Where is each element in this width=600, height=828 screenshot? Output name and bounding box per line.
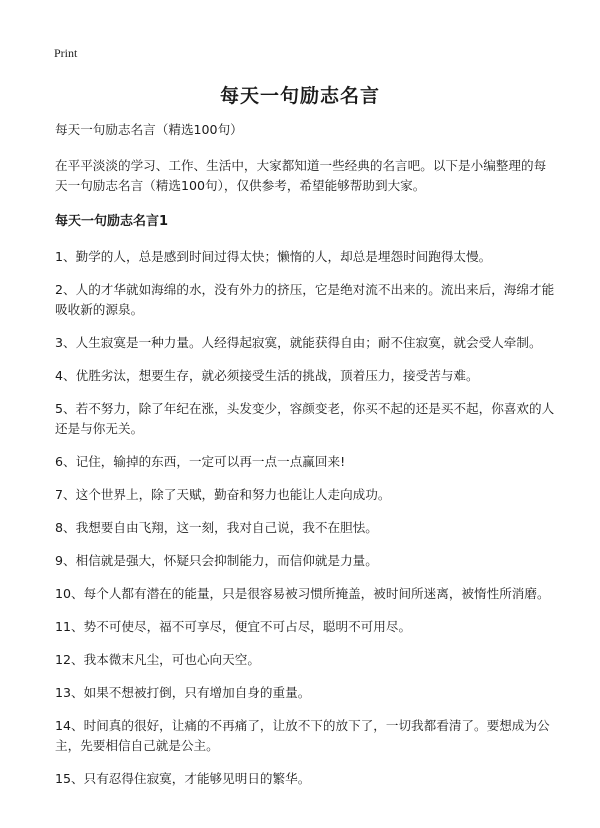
quote-item: 3、人生寂寞是一种力量。人经得起寂寞，就能获得自由；耐不住寂寞，就会受人牵制。 [55, 335, 542, 350]
section-heading: 每天一句励志名言1 [55, 214, 169, 229]
quote-item: 5、若不努力，除了年纪在涨，头发变少，容颜变老，你买不起的还是买不起，你喜欢的人还是与你无关。 [55, 401, 555, 436]
quote-item: 8、我想要自由飞翔，这一刻，我对自己说，我不在胆怯。 [55, 520, 378, 535]
article-intro: 在平平淡淡的学习、工作、生活中，大家都知道一些经典的名言吧。以下是小编整理的每天一句励志名言（精选100句），仅供参考，希望能够帮助到大家。 [55, 158, 547, 193]
quote-item: 6、记住，输掉的东西，一定可以再一点一点赢回来! [55, 454, 346, 469]
quote-item: 4、优胜劣汰，想要生存，就必须接受生活的挑战，顶着压力，接受苦与难。 [55, 368, 479, 383]
page-title: 每天一句励志名言 [219, 85, 380, 107]
quote-item: 14、时间真的很好，让痛的不再痛了，让放不下的放下了，一切我都看清了。要想成为公主，先要相信自己就是公主。 [55, 718, 550, 753]
article-body [55, 120, 555, 802]
quote-item: 13、如果不想被打倒，只有增加自身的重量。 [55, 685, 311, 700]
quote-item: 9、相信就是强大，怀疑只会抑制能力，而信仰就是力量。 [55, 553, 378, 568]
quote-item: 10、每个人都有潜在的能量，只是很容易被习惯所掩盖，被时间所迷离，被惰性所消磨。 [55, 586, 550, 601]
quote-item: 2、人的才华就如海绵的水，没有外力的挤压，它是绝对流不出来的。流出来后，海绵才能吸收新的源泉。 [55, 282, 555, 317]
quote-item: 11、势不可使尽，福不可享尽，便宜不可占尽，聪明不可用尽。 [55, 619, 412, 634]
quote-item: 15、只有忍得住寂寞，才能够见明日的繁华。 [55, 771, 311, 786]
print-link[interactable]: Print [54, 46, 78, 60]
quote-item: 1、勤学的人，总是感到时间过得太快；懒惰的人，却总是埋怨时间跑得太慢。 [55, 249, 492, 264]
quote-item: 7、这个世界上，除了天赋，勤奋和努力也能让人走向成功。 [55, 487, 391, 502]
article-subtitle: 每天一句励志名言（精选100句） [55, 122, 243, 137]
quote-item: 12、我本微末凡尘，可也心向天空。 [55, 652, 260, 667]
